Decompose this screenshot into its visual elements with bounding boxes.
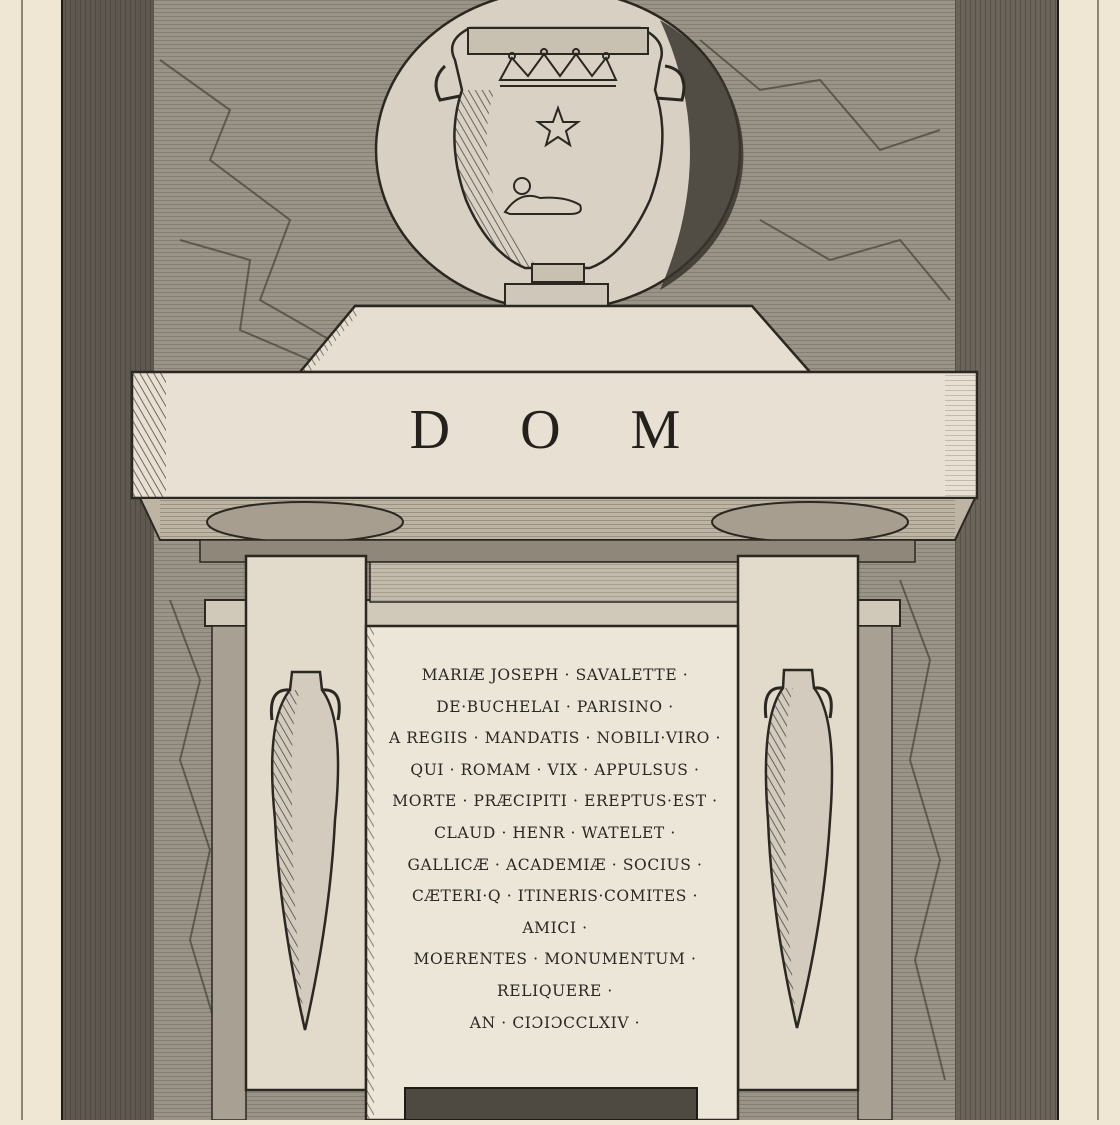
- epitaph-line: MARIÆ JOSEPH · SAVALETTE ·: [421, 666, 689, 684]
- epitaph-text: [372, 660, 738, 1039]
- epitaph-line: AN · CIƆIƆCCLXIV ·: [469, 1013, 641, 1032]
- cornice-scroll-left: [207, 502, 403, 542]
- epitaph-line: GALLICÆ · ACADEMIÆ · SOCIUS ·: [407, 855, 703, 874]
- epitaph-line: RELIQUERE ·: [497, 981, 613, 1000]
- urn-socle: [505, 284, 608, 306]
- epitaph-line: CÆTERI·Q · ITINERIS·COMITES ·: [411, 887, 699, 906]
- epitaph-line: MOERENTES · MONUMENTUM ·: [413, 950, 697, 969]
- epitaph-line: DE·BUCHELAI · PARISINO ·: [436, 697, 674, 716]
- cornice-scroll-right: [712, 502, 908, 542]
- epitaph-line: QUI · ROMAM · VIX · APPULSUS ·: [410, 760, 700, 779]
- pedestal-top: [300, 306, 810, 372]
- base-plaque: [405, 1088, 697, 1120]
- epitaph-line: A REGIIS · MANDATIS · NOBILI·VIRO ·: [388, 729, 722, 748]
- epitaph-line: MORTE · PRÆCIPITI · EREPTUS·EST ·: [392, 792, 718, 811]
- epitaph-line: AMICI ·: [522, 918, 588, 937]
- dom-inscription: D O M: [409, 399, 691, 461]
- epitaph-line: CLAUD · HENR · WATELET ·: [434, 823, 676, 842]
